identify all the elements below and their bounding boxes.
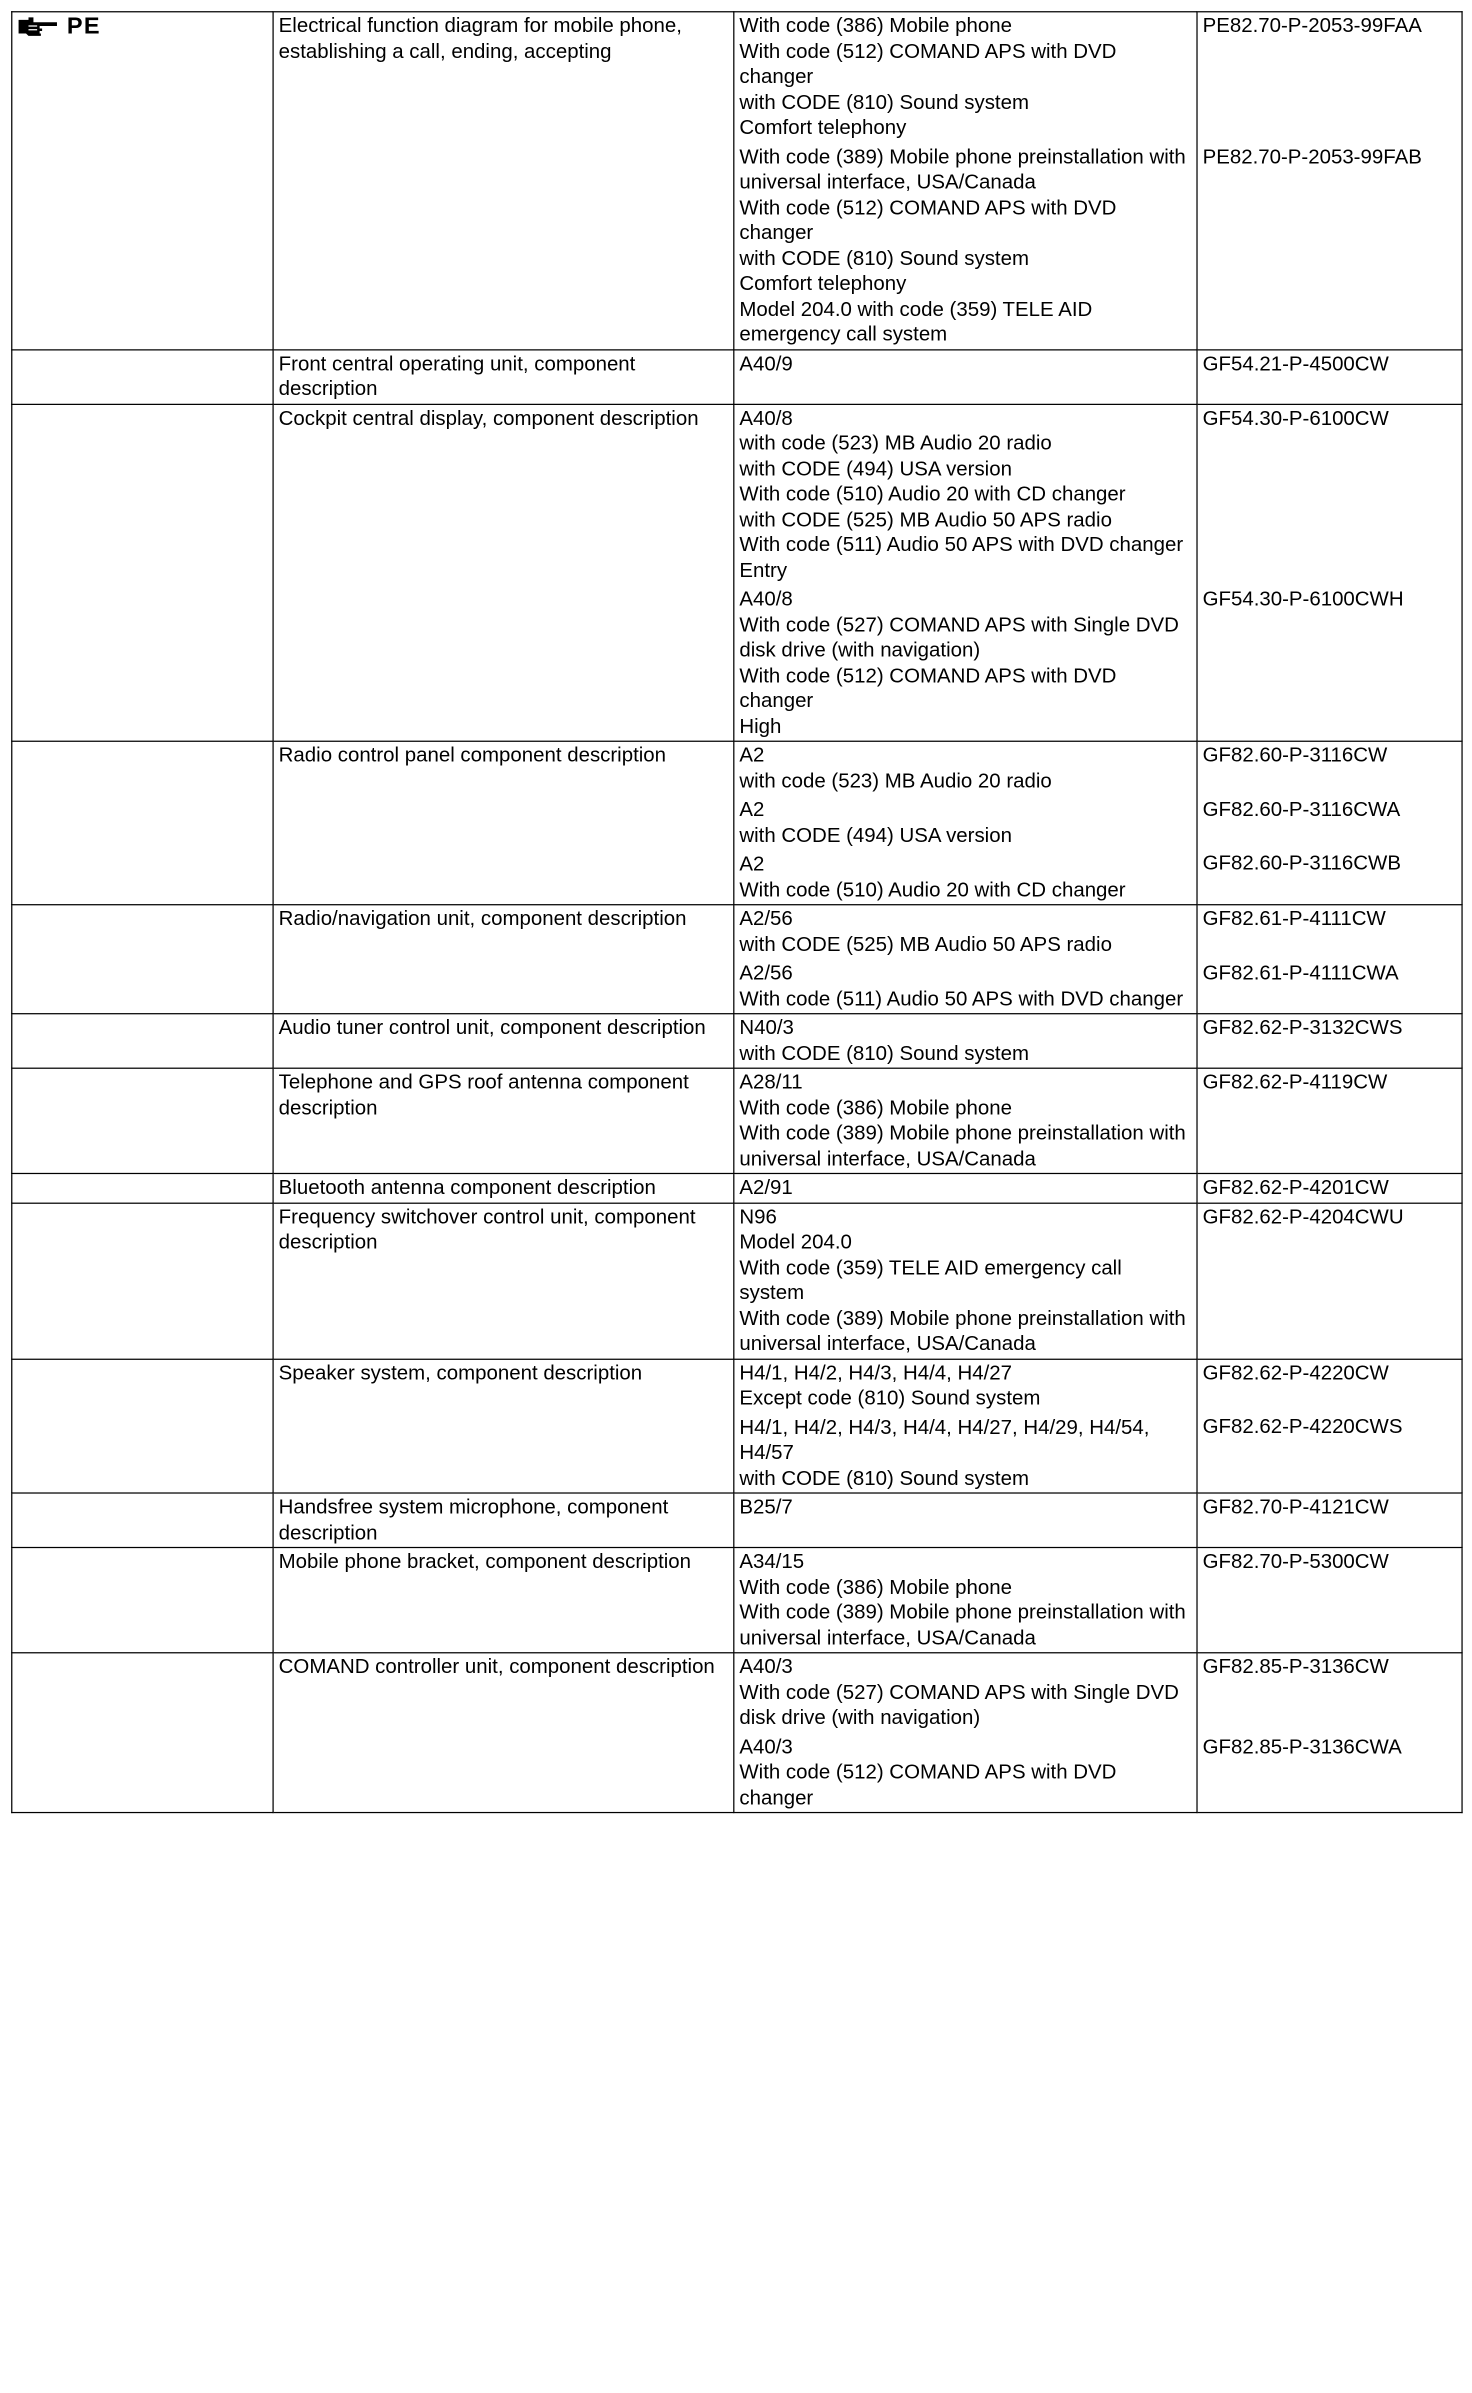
docref-cell — [1197, 741, 1462, 904]
condition-line: A2/56 — [739, 907, 793, 931]
table-row — [12, 1203, 1462, 1359]
document-reference-link[interactable]: GF82.60-P-3116CWB — [1202, 852, 1401, 875]
table-row — [12, 1548, 1462, 1653]
marker-cell — [12, 404, 273, 741]
condition-line: With code (389) Mobile phone preinstallation with universal interface, USA/Canada — [739, 1601, 1186, 1650]
docref-cell — [1197, 1548, 1462, 1653]
condition-line: with code (523) MB Audio 20 radio — [739, 769, 1052, 793]
docref-cell — [1197, 1493, 1462, 1547]
conditions-cell — [734, 1653, 1197, 1813]
conditions-cell — [734, 1493, 1197, 1547]
condition-line: with CODE (810) Sound system — [739, 1042, 1029, 1065]
document-reference-link[interactable]: GF82.62-P-4204CWU — [1202, 1205, 1404, 1228]
conditions-cell — [734, 1359, 1197, 1493]
table-row — [12, 404, 1462, 741]
row-title: Audio tuner control unit, component description — [273, 1014, 734, 1068]
condition-line: N40/3 — [739, 1016, 794, 1040]
conditions-cell — [734, 905, 1197, 1014]
marker-cell — [12, 12, 273, 349]
row-title: Speaker system, component description — [273, 1359, 734, 1493]
condition-line: A28/11 — [739, 1071, 803, 1094]
document-reference-link[interactable]: GF82.70-P-5300CW — [1202, 1550, 1389, 1573]
condition-entry — [739, 1549, 1191, 1651]
docref-cell — [1197, 349, 1462, 403]
document-reference-link[interactable]: GF54.30-P-6100CWH — [1202, 588, 1404, 611]
table-row — [12, 905, 1462, 1014]
marker-cell — [12, 741, 273, 904]
row-title: Electrical function diagram for mobile phone, establishing a call, ending, accepting — [273, 12, 734, 349]
condition-entry — [739, 406, 1191, 584]
conditions-cell — [734, 12, 1197, 349]
condition-line: With code (512) COMAND APS with DVD changer — [739, 196, 1117, 244]
marker-cell — [12, 1493, 273, 1547]
condition-line: With code (512) COMAND APS with DVD changer — [739, 40, 1117, 88]
condition-entry — [739, 798, 1191, 849]
docref-cell — [1197, 1068, 1462, 1173]
row-title: Radio control panel component description — [273, 741, 734, 904]
condition-line: Entry — [739, 559, 788, 582]
condition-line: With code (510) Audio 20 with CD changer — [739, 483, 1126, 506]
condition-line: With code (389) Mobile phone preinstallation with universal interface, USA/Canada — [739, 1122, 1186, 1170]
docref-cell — [1197, 1203, 1462, 1359]
condition-entry — [739, 1415, 1191, 1491]
condition-line: A2/91 — [739, 1176, 793, 1199]
condition-line: With code (386) Mobile phone — [739, 14, 1013, 38]
marker-cell — [12, 1548, 273, 1653]
condition-line: With code (527) COMAND APS with Single DVD disk drive (with navigation) — [739, 1681, 1179, 1729]
condition-entry — [739, 144, 1191, 347]
condition-entry — [739, 852, 1191, 903]
document-reference-link[interactable]: GF82.62-P-4201CW — [1202, 1176, 1389, 1199]
condition-line: With code (510) Audio 20 with CD changer — [739, 878, 1126, 902]
condition-line: with CODE (494) USA version — [739, 457, 1012, 480]
docref-cell — [1197, 1359, 1462, 1493]
table-row — [12, 349, 1462, 403]
docref-cell — [1197, 1014, 1462, 1068]
docref-cell — [1197, 1653, 1462, 1813]
row-title: Handsfree system microphone, component description — [273, 1493, 734, 1547]
condition-entry — [739, 1175, 1191, 1200]
conditions-cell — [734, 1068, 1197, 1173]
condition-line: Except code (810) Sound system — [739, 1387, 1041, 1410]
row-title: Bluetooth antenna component description — [273, 1173, 734, 1202]
condition-line: Model 204.0 with code (359) TELE AID emergency call system — [739, 297, 1093, 346]
condition-line: With code (389) Mobile phone preinstallation with universal interface, USA/Canada — [739, 1307, 1186, 1355]
row-title: Mobile phone bracket, component description — [273, 1548, 734, 1653]
conditions-cell — [734, 404, 1197, 741]
condition-entry — [739, 1495, 1191, 1520]
condition-entry — [739, 1655, 1191, 1731]
condition-line: Model 204.0 — [739, 1231, 852, 1254]
document-reference-link[interactable]: PE82.70-P-2053-99FAA — [1202, 14, 1422, 38]
document-reference-link[interactable]: GF82.62-P-4220CWS — [1202, 1415, 1403, 1438]
document-reference-link[interactable]: GF54.21-P-4500CW — [1202, 352, 1389, 375]
condition-entry — [739, 961, 1191, 1012]
condition-line: A2 — [739, 744, 765, 767]
condition-line: H4/1, H4/2, H4/3, H4/4, H4/27, H4/29, H4/54, H4/57 — [739, 1416, 1150, 1464]
condition-line: B25/7 — [739, 1496, 793, 1519]
row-title: Radio/navigation unit, component description — [273, 905, 734, 1014]
document-reference-link[interactable]: GF82.62-P-4220CW — [1202, 1361, 1389, 1385]
condition-line: A40/9 — [739, 352, 793, 375]
condition-entry — [739, 1070, 1191, 1172]
marker-cell — [12, 1173, 273, 1202]
docref-cell — [1197, 12, 1462, 349]
condition-entry — [739, 743, 1191, 794]
condition-line: With code (359) TELE AID emergency call system — [739, 1256, 1122, 1305]
condition-line: With code (527) COMAND APS with Single DVD disk drive (with navigation) — [739, 613, 1179, 662]
conditions-cell — [734, 741, 1197, 904]
condition-line: with CODE (810) Sound system — [739, 1467, 1029, 1490]
condition-line: With code (386) Mobile phone — [739, 1096, 1013, 1119]
condition-line: N96 — [739, 1205, 777, 1228]
condition-line: With code (511) Audio 50 APS with DVD changer — [739, 987, 1184, 1010]
condition-line: with code (523) MB Audio 20 radio — [739, 432, 1052, 455]
marker-cell — [12, 349, 273, 403]
marker-cell — [12, 1014, 273, 1068]
condition-line: With code (512) COMAND APS with DVD changer — [739, 664, 1117, 713]
condition-line: with CODE (810) Sound system — [739, 247, 1029, 270]
conditions-cell — [734, 1203, 1197, 1359]
condition-line: A34/15 — [739, 1550, 805, 1573]
docref-cell — [1197, 1173, 1462, 1202]
condition-line: Comfort telephony — [739, 272, 907, 295]
condition-line: With code (389) Mobile phone preinstallation with universal interface, USA/Canada — [739, 145, 1186, 194]
document-reference-link[interactable]: GF82.61-P-4111CW — [1202, 907, 1386, 931]
table-row — [12, 1493, 1462, 1547]
condition-line: with CODE (525) MB Audio 50 APS radio — [739, 508, 1112, 531]
condition-line: H4/1, H4/2, H4/3, H4/4, H4/27 — [739, 1361, 1013, 1385]
document-reference-link[interactable]: GF82.60-P-3116CW — [1202, 744, 1388, 767]
condition-line: A40/3 — [739, 1655, 793, 1679]
document-reference-link[interactable]: GF82.61-P-4111CWA — [1202, 961, 1399, 984]
marker-cell — [12, 1068, 273, 1173]
document-reference-link[interactable]: GF82.60-P-3116CWA — [1202, 798, 1401, 821]
condition-entry — [739, 907, 1191, 958]
component-reference-table — [11, 11, 1463, 1813]
pe-label: PE — [66, 13, 101, 40]
marker-cell — [12, 1653, 273, 1813]
condition-line: with CODE (494) USA version — [739, 824, 1012, 847]
table-row — [12, 1653, 1462, 1813]
condition-line: High — [739, 715, 782, 738]
condition-entry — [739, 351, 1191, 376]
row-title: Telephone and GPS roof antenna component description — [273, 1068, 734, 1173]
condition-entry — [739, 1360, 1191, 1411]
docref-cell — [1197, 905, 1462, 1014]
table-row — [12, 1359, 1462, 1493]
table-row — [12, 1014, 1462, 1068]
row-title: Front central operating unit, component description — [273, 349, 734, 403]
table-row — [12, 1068, 1462, 1173]
conditions-cell — [734, 1014, 1197, 1068]
row-title: Frequency switchover control unit, component description — [273, 1203, 734, 1359]
pointing-hand-icon — [17, 16, 59, 38]
condition-line: A2/56 — [739, 962, 793, 985]
row-title: Cockpit central display, component description — [273, 404, 734, 741]
condition-line: With code (511) Audio 50 APS with DVD changer — [739, 533, 1184, 557]
condition-entry — [739, 14, 1191, 141]
condition-line: with CODE (810) Sound system — [739, 91, 1029, 114]
conditions-cell — [734, 1548, 1197, 1653]
condition-line: with CODE (525) MB Audio 50 APS radio — [739, 933, 1112, 956]
condition-line: A2 — [739, 853, 765, 876]
row-title: COMAND controller unit, component description — [273, 1653, 734, 1813]
document-reference-link[interactable]: GF54.30-P-6100CW — [1202, 406, 1389, 430]
document-reference-link[interactable]: GF82.70-P-4121CW — [1202, 1496, 1389, 1519]
condition-line: A2 — [739, 798, 765, 822]
document-reference-link[interactable]: GF82.85-P-3136CWA — [1202, 1735, 1402, 1759]
document-reference-link[interactable]: GF82.62-P-4119CW — [1202, 1071, 1388, 1094]
condition-line: With code (386) Mobile phone — [739, 1575, 1013, 1599]
document-reference-link[interactable]: GF82.62-P-3132CWS — [1202, 1016, 1403, 1040]
docref-cell — [1197, 404, 1462, 741]
conditions-cell — [734, 1173, 1197, 1202]
conditions-cell — [734, 349, 1197, 403]
condition-entry — [739, 1016, 1191, 1067]
condition-line: Comfort telephony — [739, 116, 907, 139]
marker-cell — [12, 905, 273, 1014]
pe-marker — [17, 14, 267, 41]
condition-line: A40/8 — [739, 588, 793, 611]
document-reference-link[interactable]: PE82.70-P-2053-99FAB — [1202, 145, 1422, 168]
condition-line: With code (512) COMAND APS with DVD changer — [739, 1761, 1117, 1809]
marker-cell — [12, 1203, 273, 1359]
table-row — [12, 12, 1462, 349]
table-row — [12, 741, 1462, 904]
condition-entry — [739, 1735, 1191, 1811]
marker-cell — [12, 1359, 273, 1493]
condition-entry — [739, 1204, 1191, 1356]
table-row — [12, 1173, 1462, 1202]
document-reference-link[interactable]: GF82.85-P-3136CW — [1202, 1655, 1389, 1679]
condition-line: A40/3 — [739, 1735, 793, 1759]
condition-entry — [739, 587, 1191, 739]
condition-line: A40/8 — [739, 406, 793, 430]
